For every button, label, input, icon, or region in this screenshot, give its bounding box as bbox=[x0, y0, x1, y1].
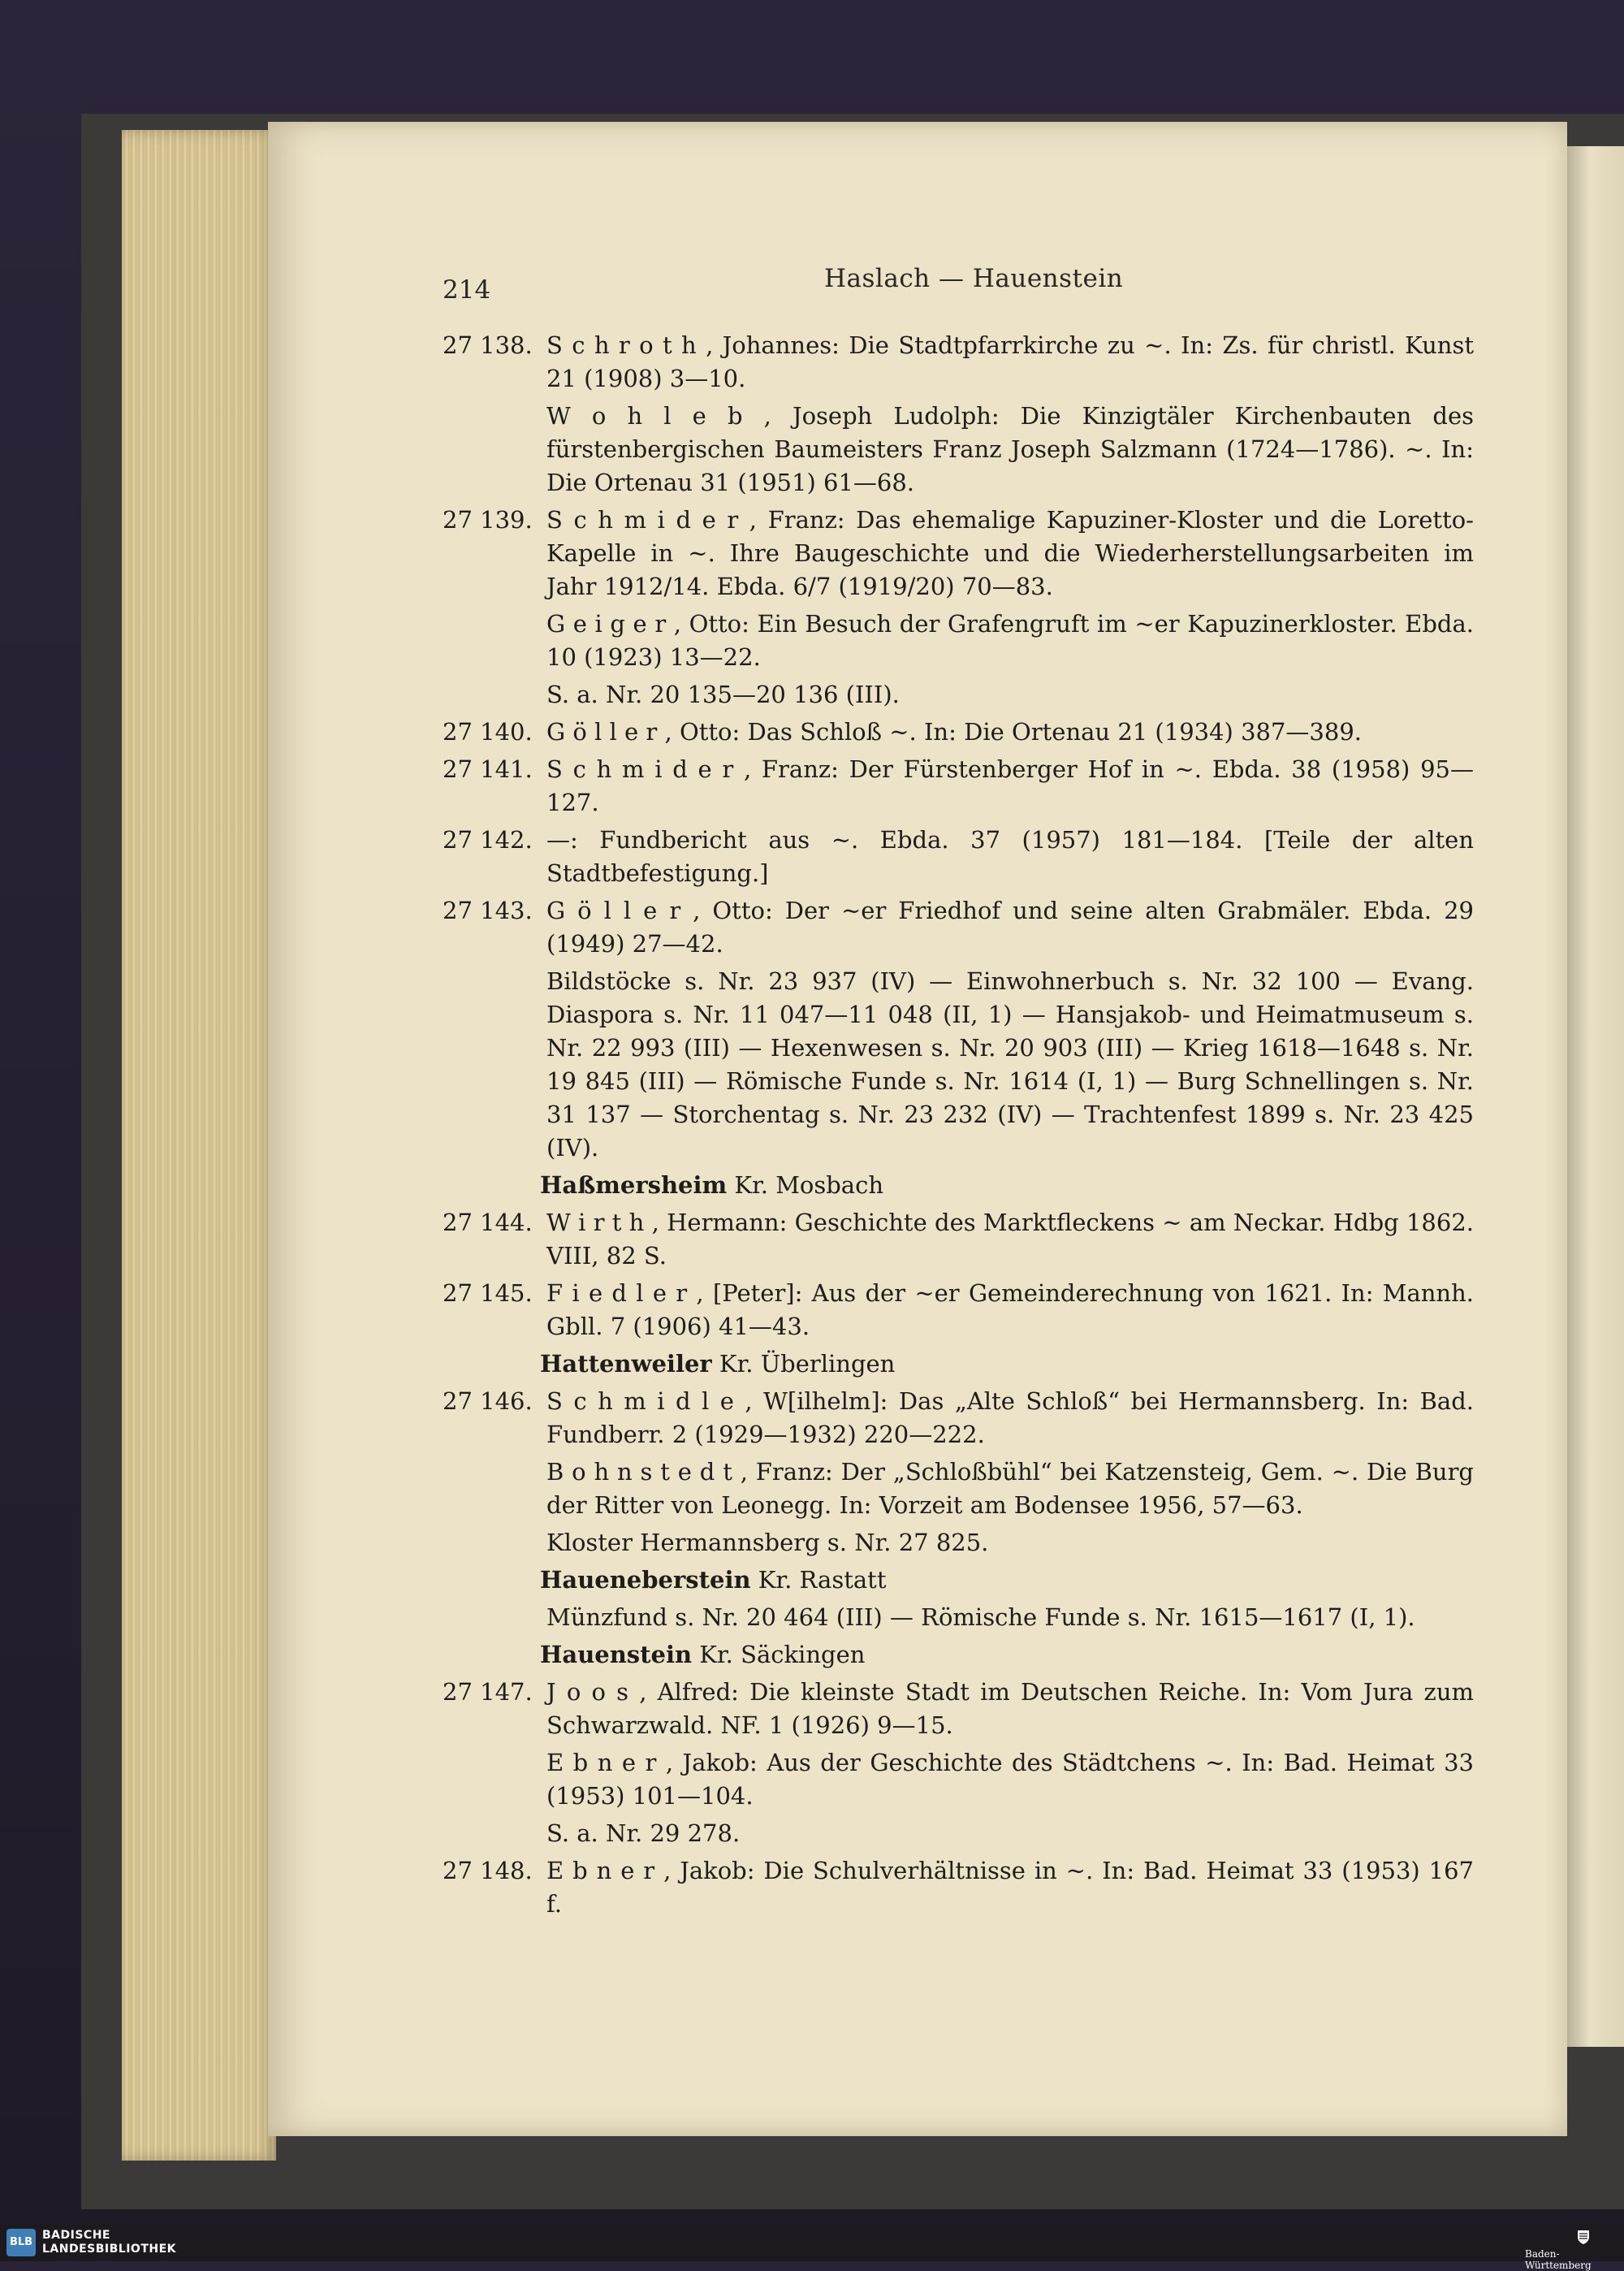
entry-body: Franz: Der Fürstenberger Hof in ~. Ebda. 38 (1958) 95—127. bbox=[546, 755, 1474, 816]
entry-body: Kloster Hermannsberg s. Nr. 27 825. bbox=[546, 1529, 989, 1556]
coat-of-arms-icon bbox=[1575, 2229, 1592, 2245]
place-heading bbox=[443, 1564, 1474, 1597]
library-name[interactable] bbox=[42, 2229, 176, 2256]
bibliography-subentry bbox=[443, 608, 1474, 674]
entry-body: Münzfund s. Nr. 20 464 (III) — Römische Funde s. Nr. 1615—1617 (I, 1). bbox=[546, 1603, 1415, 1631]
entry-author: S c h r o t h , bbox=[546, 331, 714, 359]
entry-body: Otto: Der ~er Friedhof und seine alten Grabmäler. Ebda. 29 (1949) 27—42. bbox=[546, 897, 1474, 958]
library-name-line-2: LANDESBIBLIOTHEK bbox=[42, 2243, 177, 2256]
entry-body: Franz: Der „Schloßbühl“ bei Katzensteig, Gem. ~. Die Burg der Ritter von Leonegg. In: Vorzeit am Bodensee 1956, 57—63. bbox=[546, 1458, 1474, 1519]
entry-body: Franz: Das ehemalige Kapuziner-Kloster und die Loretto-Kapelle in ~. Ihre Baugeschichte und die Wiederherstellungsarbeiten im Jahr 1912/14. Ebda. 6/7 (1919/20) 70—83. bbox=[546, 506, 1474, 600]
bibliography-subentry bbox=[443, 1746, 1474, 1813]
library-name-line-1: BADISCHE bbox=[42, 2229, 110, 2242]
bibliography-entry bbox=[443, 716, 1474, 749]
entry-number: 27 147. bbox=[443, 1678, 533, 1706]
bibliography-entry bbox=[443, 1206, 1474, 1273]
entry-author: S c h m i d e r , bbox=[546, 506, 757, 534]
entry-body: Alfred: Die kleinste Stadt im Deutschen Reiche. In: Vom Jura zum Schwarzwald. NF. 1 (1926) 9—15. bbox=[546, 1678, 1474, 1739]
bibliography-subentry bbox=[443, 1456, 1474, 1522]
bibliography-entry bbox=[443, 504, 1474, 603]
entry-number: 27 148. bbox=[443, 1857, 533, 1884]
entry-author: W o h l e b , bbox=[546, 402, 771, 430]
entry-text bbox=[546, 1854, 1474, 1921]
entry-text bbox=[546, 716, 1474, 749]
bibliography-subentry bbox=[443, 1817, 1474, 1850]
entry-author: S c h m i d l e , bbox=[546, 1387, 753, 1415]
entry-author: G ö l l e r , bbox=[546, 718, 672, 746]
entry-text bbox=[546, 1385, 1474, 1451]
place-heading bbox=[443, 1638, 1474, 1672]
bibliography-subentry bbox=[443, 400, 1474, 500]
page-number: 214 bbox=[443, 275, 491, 305]
entry-author: F i e d l e r , bbox=[546, 1279, 704, 1307]
bibliography-entry bbox=[443, 1676, 1474, 1742]
state-label: Baden-Württemberg bbox=[1525, 2248, 1592, 2271]
entry-text bbox=[546, 824, 1474, 890]
bibliography-subentry bbox=[443, 678, 1474, 712]
entry-text bbox=[546, 504, 1474, 603]
entry-number: 27 143. bbox=[443, 897, 533, 924]
place-district: Kr. Säckingen bbox=[692, 1641, 866, 1668]
footer-bar bbox=[0, 2224, 1624, 2261]
entry-number: 27 146. bbox=[443, 1387, 533, 1415]
entry-body: Otto: Ein Besuch der Grafengruft im ~er Kapuzinerkloster. Ebda. 10 (1923) 13—22. bbox=[546, 610, 1474, 671]
bibliography-subentry bbox=[443, 1601, 1474, 1634]
entry-author: J o o s , bbox=[546, 1678, 647, 1706]
bibliography-entry bbox=[443, 824, 1474, 890]
entry-author: W i r t h , bbox=[546, 1209, 659, 1236]
entry-body: Johannes: Die Stadtpfarrkirche zu ~. In: Zs. für christl. Kunst 21 (1908) 3—10. bbox=[546, 331, 1474, 392]
entry-body: —: Fundbericht aus ~. Ebda. 37 (1957) 181—184. [Teile der alten Stadtbefestigung.] bbox=[546, 826, 1474, 887]
entry-body: Jakob: Aus der Geschichte des Städtchens ~. In: Bad. Heimat 33 (1953) 101—104. bbox=[546, 1749, 1474, 1810]
entry-body: Bildstöcke s. Nr. 23 937 (IV) — Einwohnerbuch s. Nr. 32 100 — Evang. Diaspora s. Nr. 11 047—11 048 (II, 1) — Hansjakob- und Heimatmuseum s. Nr. 22 993 (III) — Hexenwesen s. Nr. 20 903 (III) — Krieg 1618—1648 s. Nr. 19 845 (III) — Römische Funde s. Nr. 1614 (I, 1) — Burg Schnellingen s. Nr. 31 137 — Storchentag s. Nr. 23 232 (IV) — Trachtenfest 1899 s. Nr. 23 425 (IV). bbox=[546, 967, 1474, 1161]
page-edges bbox=[122, 130, 276, 2161]
blb-logo-icon[interactable]: BLB bbox=[6, 2229, 36, 2256]
entry-text bbox=[546, 1676, 1474, 1742]
entry-text bbox=[546, 894, 1474, 961]
entry-body: Hermann: Geschichte des Marktfleckens ~ am Neckar. Hdbg 1862. VIII, 82 S. bbox=[546, 1209, 1474, 1270]
entry-number: 27 138. bbox=[443, 331, 533, 359]
bibliography-entry bbox=[443, 1385, 1474, 1451]
bibliography-entry bbox=[443, 894, 1474, 961]
entry-author: E b n e r , bbox=[546, 1749, 674, 1776]
place-heading bbox=[443, 1169, 1474, 1202]
entry-number: 27 144. bbox=[443, 1209, 533, 1236]
bibliography-list bbox=[443, 329, 1474, 1925]
place-name: Haueneberstein bbox=[540, 1566, 751, 1594]
entry-number: 27 142. bbox=[443, 826, 533, 854]
place-name: Hauenstein bbox=[540, 1641, 693, 1668]
entry-number: 27 140. bbox=[443, 718, 533, 746]
entry-author: S c h m i d e r , bbox=[546, 755, 752, 783]
bibliography-subentry bbox=[443, 965, 1474, 1165]
bibliography-subentry bbox=[443, 1526, 1474, 1559]
bibliography-entry bbox=[443, 1854, 1474, 1921]
entry-number: 27 141. bbox=[443, 755, 533, 783]
place-district: Kr. Rastatt bbox=[750, 1566, 887, 1594]
entry-author: G ö l l e r , bbox=[546, 897, 701, 924]
entry-text bbox=[546, 753, 1474, 820]
entry-text bbox=[546, 1206, 1474, 1273]
entry-number: 27 145. bbox=[443, 1279, 533, 1307]
entry-text bbox=[546, 1277, 1474, 1343]
facing-page-edge bbox=[1567, 146, 1624, 2047]
place-name: Haßmersheim bbox=[540, 1171, 728, 1199]
entry-body: Joseph Ludolph: Die Kinzigtäler Kirchenbauten des fürstenbergischen Baumeisters Franz Joseph Salzmann (1724—1786). ~. In: Die Ortenau 31 (1951) 61—68. bbox=[546, 402, 1474, 496]
place-district: Kr. Überlingen bbox=[711, 1350, 896, 1378]
place-district: Kr. Mosbach bbox=[727, 1171, 884, 1199]
place-name: Hattenweiler bbox=[540, 1350, 712, 1378]
entry-author: G e i g e r , bbox=[546, 610, 681, 638]
running-head: Haslach — Hauenstein bbox=[824, 264, 1124, 293]
entry-author: B o h n s t e d t , bbox=[546, 1458, 748, 1486]
entry-body: W[ilhelm]: Das „Alte Schloß“ bei Hermannsberg. In: Bad. Fundberr. 2 (1929—1932) 220—222. bbox=[546, 1387, 1474, 1448]
entry-author: E b n e r , bbox=[546, 1857, 672, 1884]
place-heading bbox=[443, 1347, 1474, 1381]
entry-body: [Peter]: Aus der ~er Gemeinderechnung von 1621. In: Mannh. Gbll. 7 (1906) 41—43. bbox=[546, 1279, 1474, 1340]
entry-body: S. a. Nr. 20 135—20 136 (III). bbox=[546, 681, 900, 708]
bibliography-entry bbox=[443, 753, 1474, 820]
entry-body: S. a. Nr. 29 278. bbox=[546, 1819, 741, 1847]
entry-body: Otto: Das Schloß ~. In: Die Ortenau 21 (1934) 387—389. bbox=[672, 718, 1363, 746]
entry-number: 27 139. bbox=[443, 506, 533, 534]
entry-text bbox=[546, 329, 1474, 396]
bibliography-entry bbox=[443, 1277, 1474, 1343]
page-header bbox=[443, 264, 1458, 305]
entry-body: Jakob: Die Schulverhältnisse in ~. In: Bad. Heimat 33 (1953) 167 f. bbox=[546, 1857, 1474, 1918]
bibliography-entry bbox=[443, 329, 1474, 396]
